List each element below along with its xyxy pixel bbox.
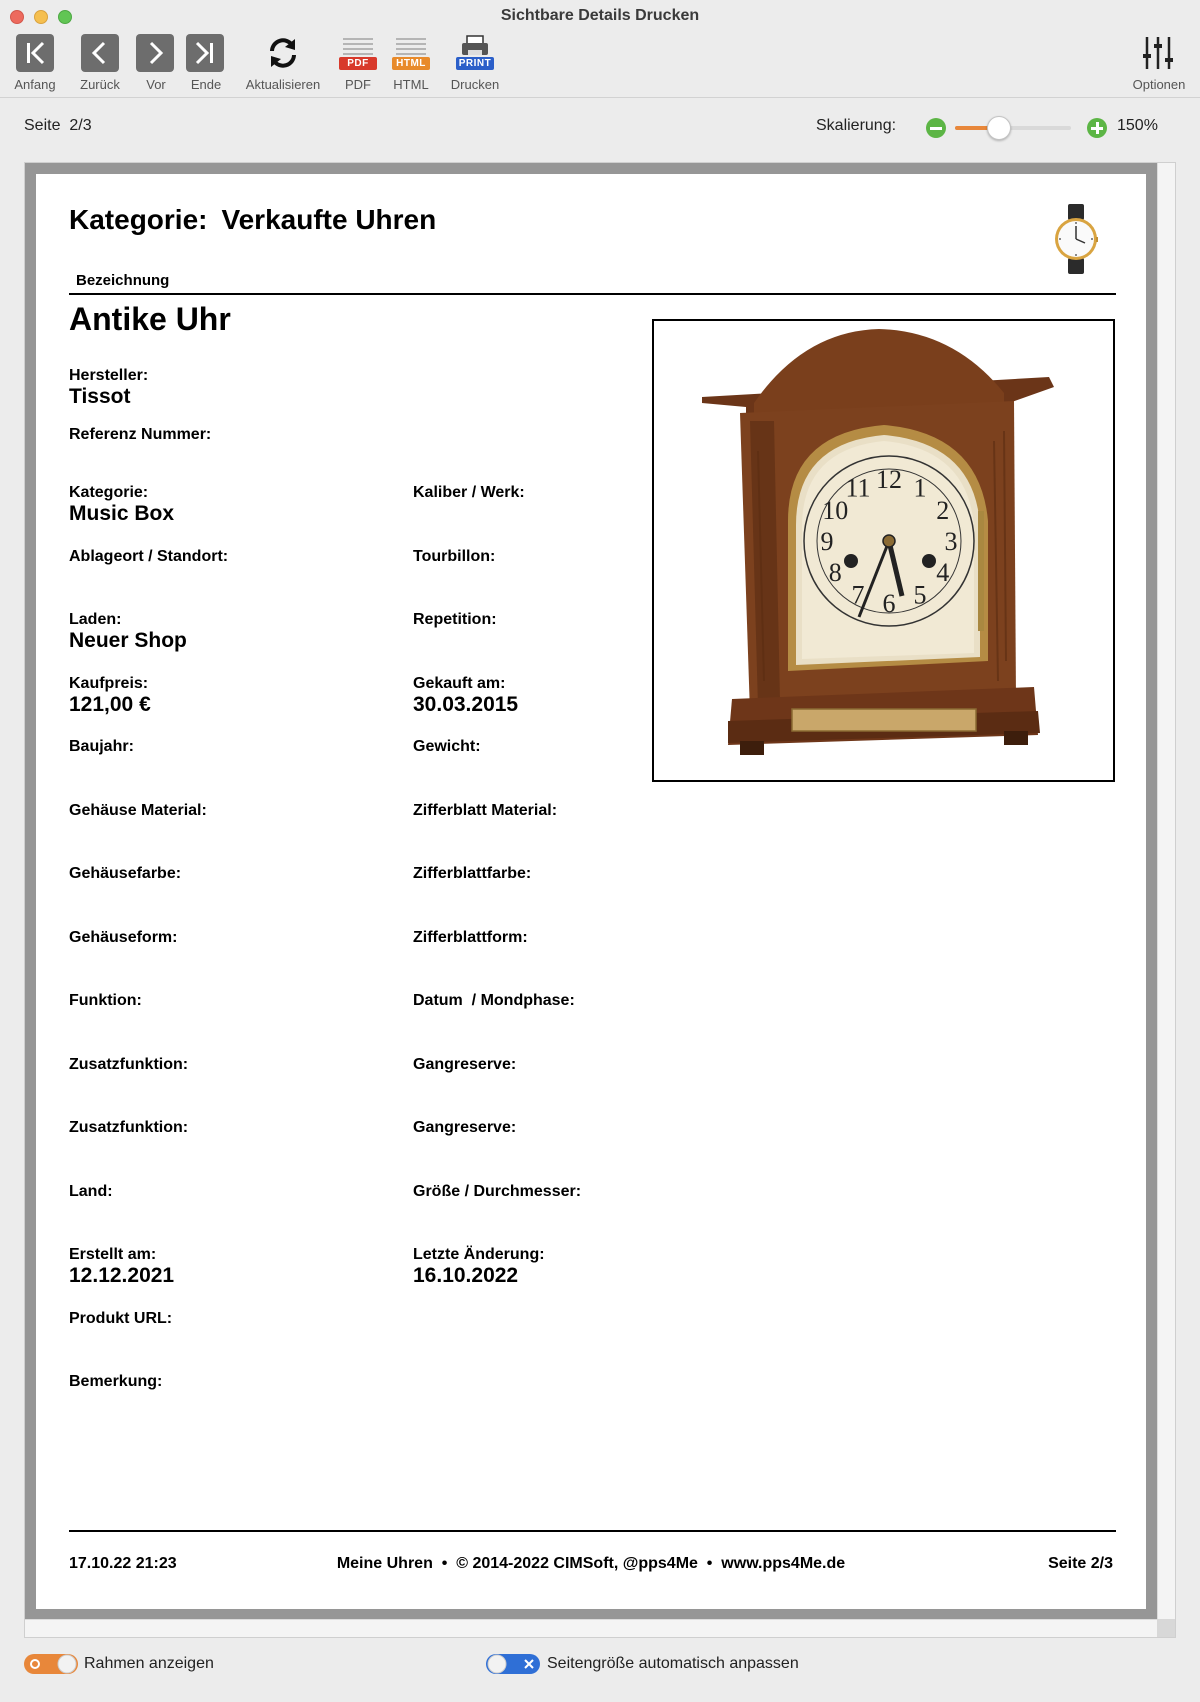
horizontal-scrollbar[interactable] [25,1619,1159,1637]
footer-copyright: Meine Uhren • © 2014-2022 CIMSoft, @pps4Me • www.pps4Me.de [336,1555,846,1572]
category-heading [69,204,436,236]
field-remark [69,1373,162,1391]
field-last-modified-value: 16.10.2022 [413,1264,519,1287]
clock-numeral: 6 [882,589,896,618]
next-label: Vor [146,77,166,92]
field-case-material-label: Gehäuse Material: [69,802,207,819]
zoom-value: 150% [1117,117,1158,134]
field-product-url-label: Produkt URL: [69,1310,173,1327]
show-frame-label: Rahmen anzeigen [84,1655,214,1672]
field-created-value: 12.12.2021 [69,1264,175,1287]
auto-page-size-toggle[interactable] [486,1654,540,1674]
field-price-label: Kaufpreis: [69,675,149,692]
field-storage-label: Ablageort / Standort: [69,548,229,565]
field-shop-value: Neuer Shop [69,629,187,652]
chevron-left-icon [81,34,119,72]
field-last-modified-label: Letzte Änderung: [413,1246,545,1263]
field-size [413,1183,581,1201]
field-power-reserve-2-label: Gangreserve: [413,1119,517,1136]
field-storage [69,548,228,566]
zoom-in-button[interactable] [1087,118,1107,138]
options-label: Optionen [1132,77,1186,92]
print-button[interactable] [446,32,504,94]
first-page-label: Anfang [14,77,56,92]
field-extra-function-2 [69,1119,188,1137]
zoom-slider-knob[interactable] [987,116,1011,140]
page-indicator [24,117,92,135]
field-extra-function-1 [69,1056,188,1074]
field-shop [69,611,187,653]
html-badge: HTML [392,57,430,70]
field-extra-function-1-label: Zusatzfunktion: [69,1056,189,1073]
clock-numeral: 7 [851,580,865,610]
field-case-color-label: Gehäusefarbe: [69,865,182,882]
field-size-label: Größe / Durchmesser: [413,1183,582,1200]
field-function [69,992,142,1010]
header-divider [69,293,1116,295]
field-last-modified [413,1246,545,1288]
field-product-url [69,1310,172,1328]
field-dial-color [413,865,531,883]
field-reference-label: Referenz Nummer: [69,426,212,443]
clock-numeral: 2 [936,496,950,525]
clock-numeral: 1 [913,473,927,503]
clock-numeral: 12 [876,465,902,494]
field-created-label: Erstellt am: [69,1246,157,1263]
next-button[interactable] [136,32,176,94]
field-extra-function-2-label: Zusatzfunktion: [69,1119,189,1136]
refresh-button[interactable] [240,32,326,94]
zoom-slider[interactable] [955,126,1071,130]
options-button[interactable] [1126,32,1192,94]
field-power-reserve-1 [413,1056,516,1074]
field-price [69,675,151,717]
field-category [69,484,174,526]
preview-area [24,162,1176,1638]
last-page-button[interactable] [186,32,226,94]
field-remark-label: Bemerkung: [69,1373,163,1390]
field-function-label: Funktion: [69,992,142,1009]
field-reference [69,426,211,444]
page-indicator-label: Seite [24,117,61,134]
mantel-clock-image [654,321,1115,782]
page-frame [25,163,1159,1621]
html-icon [392,35,430,73]
chevron-right-icon [136,34,174,72]
field-weight [413,738,481,756]
field-tourbillon [413,548,495,566]
clock-numeral: 11 [845,473,871,503]
zoom-out-button[interactable] [926,118,946,138]
footer-page-number: Seite 2/3 [1048,1555,1113,1572]
vertical-scrollbar[interactable] [1157,163,1175,1621]
clock-numeral: 10 [822,496,849,525]
back-label: Zurück [80,77,120,92]
field-dial-shape [413,929,528,947]
designation-label: Bezeichnung [76,272,170,289]
clock-numeral: 8 [828,558,842,587]
pdf-badge: PDF [339,57,377,70]
field-repetition [413,611,497,629]
field-dial-color-label: Zifferblattfarbe: [413,865,532,882]
field-country [69,1183,113,1201]
printer-icon [456,35,494,73]
field-power-reserve-1-label: Gangreserve: [413,1056,517,1073]
auto-page-size-label: Seitengröße automatisch anpassen [547,1655,799,1672]
item-photo [652,319,1115,782]
back-button[interactable] [74,32,126,94]
wristwatch-icon [1054,204,1098,274]
field-country-label: Land: [69,1183,113,1200]
field-caliber-label: Kaliber / Werk: [413,484,525,501]
report-page [36,174,1146,1609]
field-purchase-date-value: 30.03.2015 [413,693,519,716]
field-category-value: Music Box [69,502,175,525]
field-manufacturer-value: Tissot [69,385,131,408]
pdf-export-button[interactable] [338,32,378,94]
field-repetition-label: Repetition: [413,611,497,628]
html-export-button[interactable] [390,32,432,94]
field-case-color [69,865,181,883]
refresh-icon [264,34,302,72]
field-created [69,1246,174,1288]
clock-numeral: 5 [913,580,927,610]
print-badge: PRINT [456,57,494,70]
field-price-value: 121,00 € [69,693,151,716]
field-year [69,738,134,756]
sliders-icon [1140,34,1176,72]
field-caliber [413,484,525,502]
page-indicator-value: 2/3 [69,117,92,134]
skip-to-start-icon [16,34,54,72]
field-dial-shape-label: Zifferblattform: [413,929,528,946]
field-dial-material-label: Zifferblatt Material: [413,802,558,819]
field-manufacturer-label: Hersteller: [69,367,149,384]
field-purchase-date-label: Gekauft am: [413,675,506,692]
category-name: Verkaufte Uhren [221,204,437,235]
clock-numeral: 4 [936,558,950,587]
field-dial-material [413,802,557,820]
field-year-label: Baujahr: [69,738,134,755]
field-case-shape [69,929,177,947]
field-category-label: Kategorie: [69,484,149,501]
field-case-shape-label: Gehäuseform: [69,929,178,946]
field-date-moonphase [413,992,575,1010]
item-name: Antike Uhr [69,301,231,337]
field-manufacturer [69,367,148,409]
field-weight-label: Gewicht: [413,738,481,755]
last-page-label: Ende [190,77,222,92]
clock-numeral: 3 [944,527,958,556]
field-purchase-date [413,675,518,717]
field-tourbillon-label: Tourbillon: [413,548,496,565]
field-power-reserve-2 [413,1119,516,1137]
field-shop-label: Laden: [69,611,122,628]
pdf-label: PDF [345,77,371,92]
first-page-button[interactable] [10,32,60,94]
window-titlebar [0,0,1200,98]
footer-timestamp: 17.10.22 21:23 [69,1555,177,1572]
scale-label: Skalierung: [816,117,897,134]
scrollbar-corner [1157,1619,1175,1637]
refresh-label: Aktualisieren [245,77,321,92]
field-date-moonphase-label: Datum / Mondphase: [413,992,575,1009]
clock-numeral: 9 [820,527,834,556]
category-prefix: Kategorie: [69,204,208,235]
window-title: Sichtbare Details Drucken [500,7,700,24]
skip-to-end-icon [186,34,224,72]
show-frame-toggle[interactable] [24,1654,78,1674]
page-navigation-bar [0,98,1200,162]
footer-divider [69,1530,1116,1532]
print-label: Drucken [450,77,500,92]
html-label: HTML [393,77,429,92]
pdf-icon [339,35,377,73]
field-case-material [69,802,207,820]
